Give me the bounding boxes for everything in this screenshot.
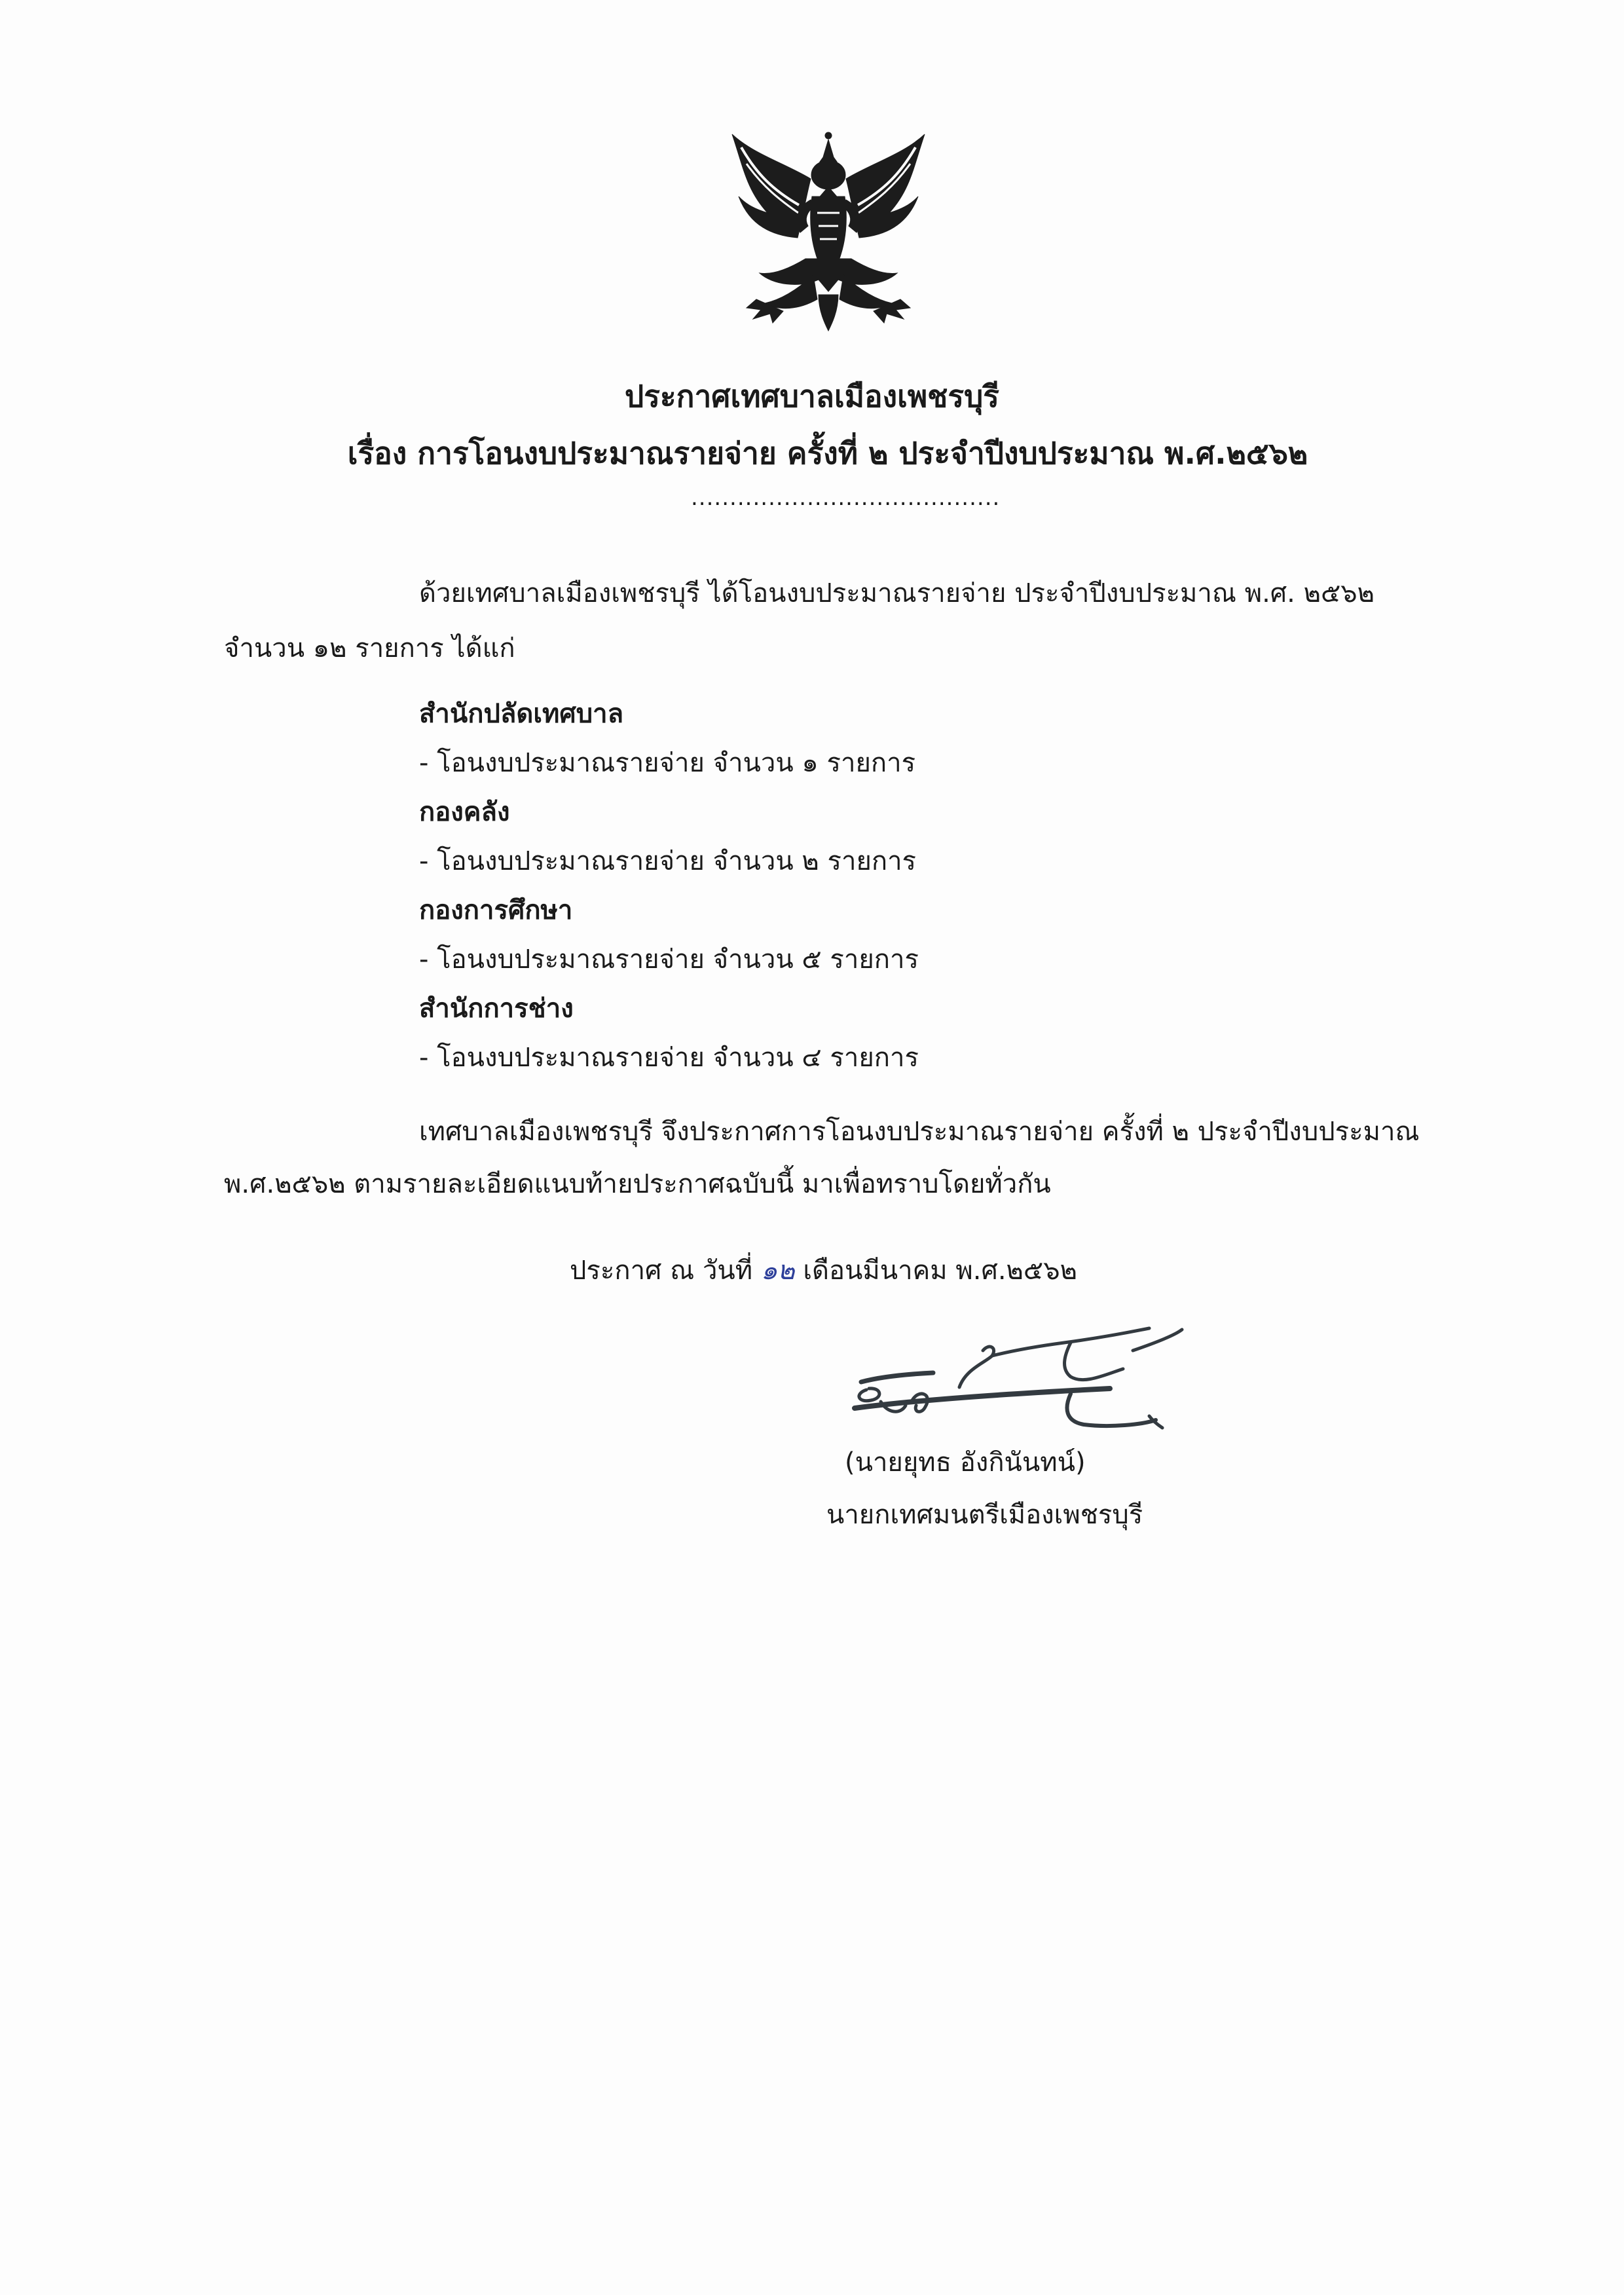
title-separator: ........................................ bbox=[691, 485, 1001, 511]
department-heading: กองคลัง bbox=[419, 797, 510, 827]
date-prefix: ประกาศ ณ วันที่ bbox=[570, 1256, 761, 1286]
garuda-emblem-icon bbox=[727, 128, 930, 334]
department-item: - โอนงบประมาณรายจ่าย จำนวน ๔ รายการ bbox=[419, 1043, 919, 1073]
department-heading: สำนักการช่าง bbox=[419, 994, 574, 1024]
announcement-date bbox=[570, 1252, 1077, 1289]
date-day-handwritten: ๑๒ bbox=[760, 1256, 795, 1286]
announcement-title: ประกาศเทศบาลเมืองเพชรบุรี bbox=[625, 379, 999, 414]
announcement-subject: เรื่อง การโอนงบประมาณรายจ่าย ครั้งที่ ๒ ประจำปีงบประมาณ พ.ศ.๒๕๖๒ bbox=[347, 436, 1308, 471]
intro-paragraph-line-1: ด้วยเทศบาลเมืองเพชรบุรี ได้โอนงบประมาณรายจ่าย ประจำปีงบประมาณ พ.ศ. ๒๕๖๒ bbox=[419, 578, 1375, 608]
department-item: - โอนงบประมาณรายจ่าย จำนวน ๕ รายการ bbox=[419, 944, 919, 975]
intro-paragraph-line-2: จำนวน ๑๒ รายการ ได้แก่ bbox=[224, 633, 515, 663]
signer-position: นายกเทศมนตรีเมืองเพชรบุรี bbox=[826, 1500, 1143, 1530]
closing-paragraph-line-1: เทศบาลเมืองเพชรบุรี จึงประกาศการโอนงบประมาณรายจ่าย ครั้งที่ ๒ ประจำปีงบประมาณ bbox=[419, 1117, 1420, 1147]
department-heading: สำนักปลัดเทศบาล bbox=[419, 699, 624, 729]
department-item: - โอนงบประมาณรายจ่าย จำนวน ๒ รายการ bbox=[419, 846, 917, 876]
department-item: - โอนงบประมาณรายจ่าย จำนวน ๑ รายการ bbox=[419, 748, 916, 778]
department-heading: กองการศึกษา bbox=[419, 895, 573, 925]
date-suffix: เดือนมีนาคม พ.ศ.๒๕๖๒ bbox=[794, 1256, 1077, 1286]
closing-paragraph-line-2: พ.ศ.๒๕๖๒ ตามรายละเอียดแนบท้ายประกาศฉบับนี้ มาเพื่อทราบโดยทั่วกัน bbox=[224, 1169, 1051, 1199]
handwritten-signature bbox=[835, 1316, 1189, 1447]
signer-name: (นายยุทธ อังกินันทน์) bbox=[845, 1447, 1086, 1478]
